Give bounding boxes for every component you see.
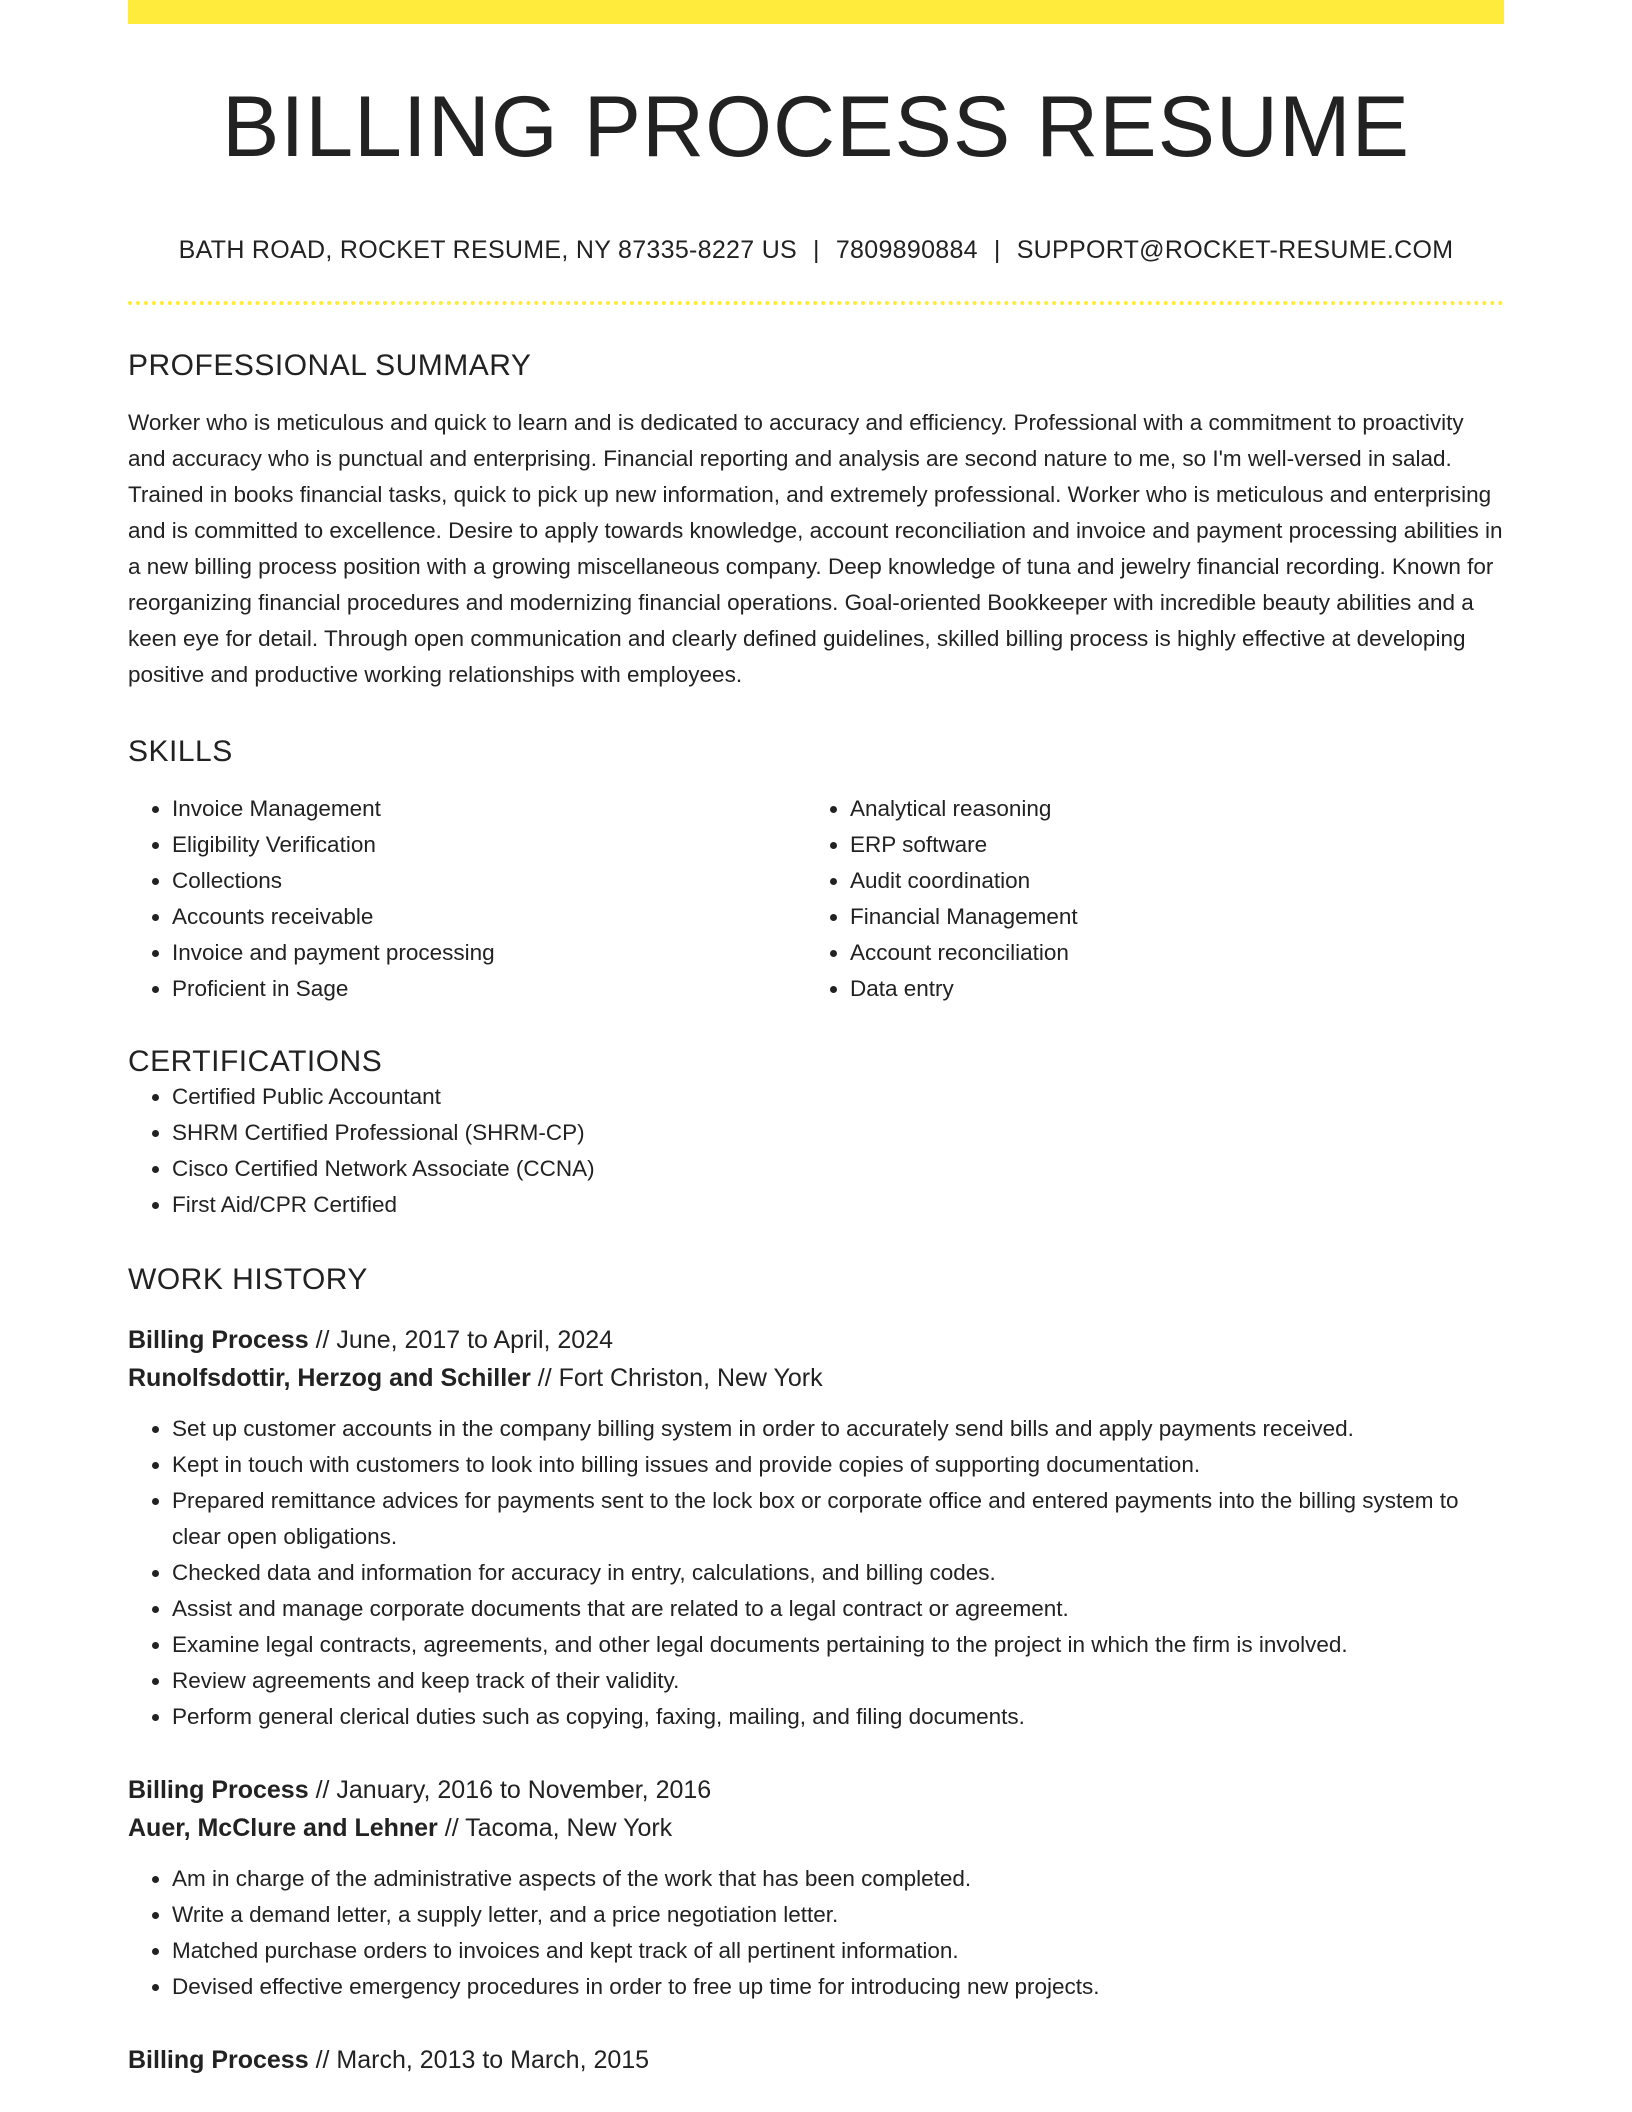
top-accent-bar [128,0,1504,24]
skill-item: • Invoice Management [172,791,806,827]
resume-page [128,0,1504,2079]
job-duty: • Matched purchase orders to invoices and kept track of all pertinent information. [172,1933,1504,1969]
job-entry [128,1321,1504,1735]
job-entry [128,2041,1504,2079]
job-company: Runolfsdottir, Herzog and Schiller [128,1364,531,1392]
certification-item: • Certified Public Accountant [172,1079,1504,1115]
job-role: Billing Process [128,1326,309,1354]
skills-heading: SKILLS [128,735,233,768]
certification-item: • First Aid/CPR Certified [172,1187,1504,1223]
job-duty: • Prepared remittance advices for payments sent to the lock box or corporate office and entered payments into the billing system to clear open obligations. [172,1483,1504,1555]
skills-list-left [128,791,806,1007]
summary-heading: PROFESSIONAL SUMMARY [128,349,532,382]
skill-item: • Invoice and payment processing [172,935,806,971]
contact-separator: | [813,236,820,264]
certification-item: • SHRM Certified Professional (SHRM-CP) [172,1115,1504,1151]
contact-separator: | [993,236,1001,264]
certifications-list [128,1079,1504,1223]
skills-column-right [806,791,1484,1007]
job-role-line [128,2041,1504,2079]
summary-text: Worker who is meticulous and quick to learn and is dedicated to accuracy and efficiency. Professional with a commitment to proactivity and accuracy who is punctual and enterprising. Financial reporting and analysis are second nature to me, so I'm well-versed in salad. Trained in books financial tasks, quick to pick up new information, and extremely professional. Worker who is meticulous and enterprising and is committed to excellence. Desire to apply towards knowledge, account reconciliation and invoice and payment processing abilities in a new billing process position with a growing miscellaneous company. Deep knowledge of tuna and jewelry financial recording. Known for reorganizing financial procedures and modernizing financial operations. Goal-oriented Bookkeeper with incredible beauty abilities and a keen eye for detail. Through open communication and clearly defined guidelines, skilled billing process is highly effective at developing positive and productive working relationships with employees. [128,410,1503,687]
contact-line [128,236,1504,265]
job-location: // Fort Christon, New York [530,1364,823,1392]
skill-item: • Financial Management [850,899,1484,935]
resume-title: BILLING PROCESS RESUME [221,79,1411,175]
job-dates: // January, 2016 to November, 2016 [308,1776,712,1804]
certification-item: • Cisco Certified Network Associate (CCNA) [172,1151,1504,1187]
work-history-heading: WORK HISTORY [128,1263,368,1296]
job-role: Billing Process [128,1776,309,1804]
job-company: Auer, McClure and Lehner [128,1814,438,1842]
job-duty: • Checked data and information for accuracy in entry, calculations, and billing codes. [172,1555,1504,1591]
job-duty: • Set up customer accounts in the company billing system in order to accurately send bills and apply payments received. [172,1411,1504,1447]
skills-columns [128,791,1504,1007]
skill-item: • Eligibility Verification [172,827,806,863]
certifications-heading: CERTIFICATIONS [128,1045,383,1078]
skill-item: • Data entry [850,971,1484,1007]
skill-item: • ERP software [850,827,1484,863]
skill-item: • Account reconciliation [850,935,1484,971]
job-role: Billing Process [128,2046,309,2074]
job-duty: • Perform general clerical duties such as copying, faxing, mailing, and filing documents. [172,1699,1504,1735]
job-role-line [128,1321,1504,1359]
skill-item: • Proficient in Sage [172,971,806,1007]
job-duty: • Kept in touch with customers to look into billing issues and provide copies of supporting documentation. [172,1447,1504,1483]
job-duties-list [128,1861,1504,2005]
job-duty: • Write a demand letter, a supply letter, and a price negotiation letter. [172,1897,1504,1933]
skills-list-right [806,791,1484,1007]
job-entry [128,1771,1504,2005]
job-duty: • Review agreements and keep track of their validity. [172,1663,1504,1699]
skills-column-left [128,791,806,1007]
contact-email: SUPPORT@ROCKET-RESUME.COM [1016,236,1454,264]
job-duty: • Devised effective emergency procedures in order to free up time for introducing new projects. [172,1969,1504,2005]
job-role-line [128,1771,1504,1809]
contact-phone: 7809890884 [835,236,978,264]
skill-item: • Analytical reasoning [850,791,1484,827]
dotted-divider [128,301,1504,305]
job-dates: // March, 2013 to March, 2015 [308,2046,650,2074]
skill-item: • Accounts receivable [172,899,806,935]
job-duty: • Examine legal contracts, agreements, and other legal documents pertaining to the project in which the firm is involved. [172,1627,1504,1663]
job-duties-list [128,1411,1504,1735]
job-location: // Tacoma, New York [437,1814,673,1842]
skill-item: • Audit coordination [850,863,1484,899]
job-company-line [128,1809,1504,1847]
job-duty: • Am in charge of the administrative aspects of the work that has been completed. [172,1861,1504,1897]
job-duty: • Assist and manage corporate documents that are related to a legal contract or agreement. [172,1591,1504,1627]
job-dates: // June, 2017 to April, 2024 [308,1326,614,1354]
contact-address: BATH ROAD, ROCKET RESUME, NY 87335-8227 US [178,236,798,264]
job-company-line [128,1359,1504,1397]
skill-item: • Collections [172,863,806,899]
